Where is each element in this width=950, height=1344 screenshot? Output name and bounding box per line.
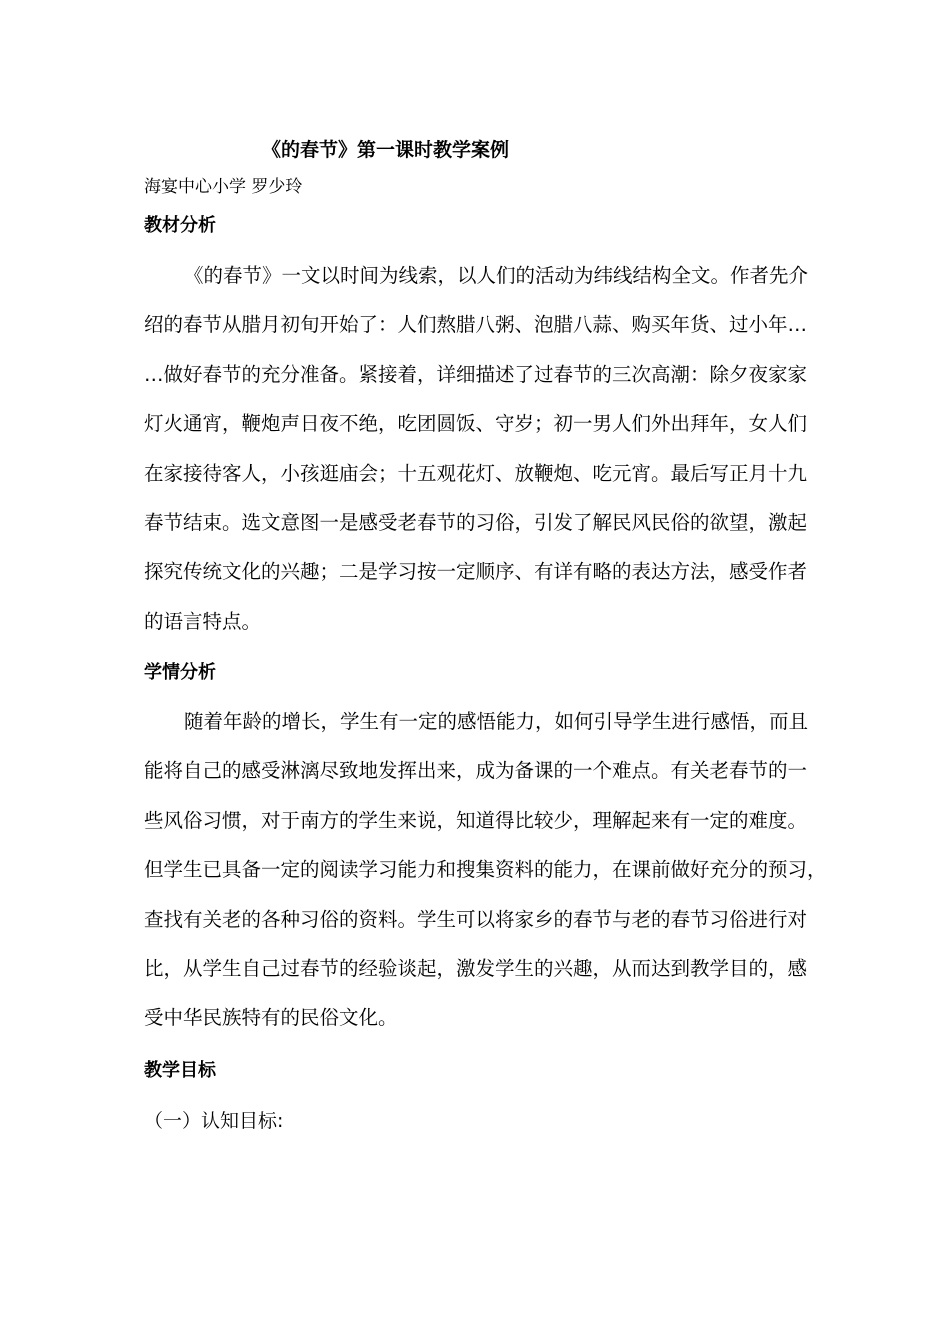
paragraph-line: 绍的春节从腊月初旬开始了：人们熬腊八粥、泡腊八蒜、购买年货、过小年… (144, 313, 808, 337)
paragraph-line: 能将自己的感受淋漓尽致地发挥出来，成为备课的一个难点。有关老春节的一 (144, 759, 808, 783)
paragraph-line: 探究传统文化的兴趣；二是学习按一定顺序、有详有略的表达方法，感受作者 (144, 560, 808, 584)
paragraph-line: 灯火通宵，鞭炮声日夜不绝，吃团圆饭、守岁；初一男人们外出拜年，女人们 (144, 412, 808, 436)
paragraph-line: 些风俗习惯，对于南方的学生来说，知道得比较少，理解起来有一定的难度。 (144, 808, 808, 832)
document-title: 《的春节》第一课时教学案例 (262, 139, 510, 161)
paragraph-line: 在家接待客人，小孩逛庙会；十五观花灯、放鞭炮、吃元宵。最后写正月十九 (144, 461, 808, 485)
section-heading-goals: 教学目标 (144, 1060, 216, 1081)
paragraph-line: 比，从学生自己过春节的经验谈起，激发学生的兴趣，从而达到教学目的，感 (144, 956, 808, 980)
paragraph-line: 的语言特点。 (144, 609, 262, 633)
paragraph-line: 春节结束。选文意图一是感受老春节的习俗，引发了解民风民俗的欲望，激起 (144, 510, 808, 534)
section-heading-analysis: 教材分析 (144, 215, 216, 236)
paragraph-line: 随着年龄的增长，学生有一定的感悟能力，如何引导学生进行感悟，而且 (184, 710, 809, 733)
paragraph-line: 查找有关老的各种习俗的资料。学生可以将家乡的春节与老的春节习俗进行对 (144, 907, 808, 931)
paragraph-line: …做好春节的充分准备。紧接着，详细描述了过春节的三次高潮：除夕夜家家 (144, 362, 808, 386)
analysis-paragraph (144, 251, 808, 646)
paragraph-line: 受中华民族特有的民俗文化。 (144, 1006, 398, 1030)
paragraph-line: 但学生已具备一定的阅读学习能力和搜集资料的能力，在课前做好充分的预习， (144, 858, 827, 882)
students-paragraph (144, 697, 827, 1043)
paragraph-line: 《的春节》一文以时间为线索，以人们的活动为纬线结构全文。作者先介 (184, 264, 809, 287)
section-heading-students: 学情分析 (144, 662, 216, 683)
author-line: 海宴中心小学 罗少玲 (144, 177, 303, 197)
subsection-cognitive-goals: （一）认知目标: (144, 1110, 284, 1132)
